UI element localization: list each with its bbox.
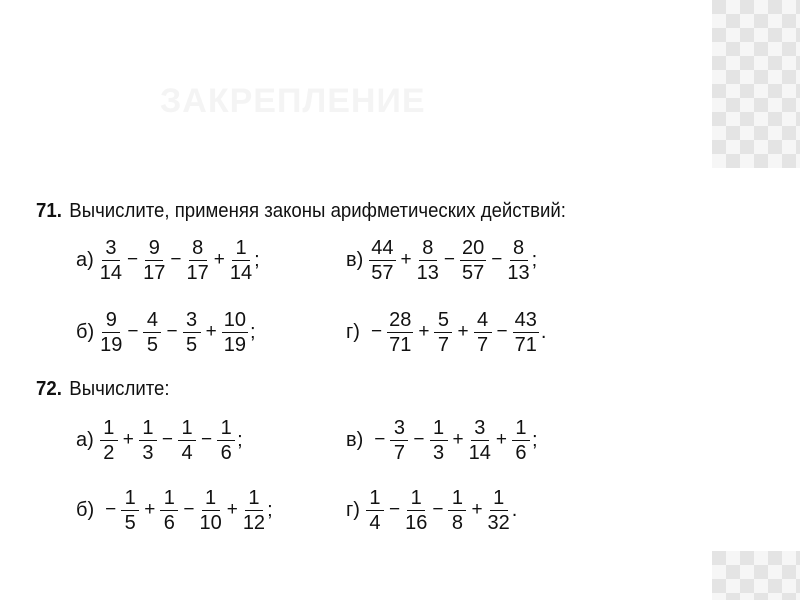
fraction: [230, 237, 252, 284]
operator-sign: +: [144, 499, 156, 520]
fraction: [387, 309, 413, 356]
fraction: [187, 237, 209, 284]
fraction: [121, 487, 139, 534]
denominator: 71: [514, 333, 537, 356]
denominator: 14: [99, 261, 123, 284]
expression-72-b: [76, 484, 273, 536]
numerator: 44: [371, 236, 394, 259]
expression-end-punctuation: .: [511, 498, 518, 521]
item-label: б): [76, 498, 95, 521]
fraction-term: [100, 237, 122, 284]
fraction: [488, 487, 510, 534]
operator-sign: −: [370, 321, 383, 342]
numerator: 1: [512, 417, 530, 441]
fraction: [100, 237, 122, 284]
fraction-term: [369, 237, 395, 284]
numerator: 8: [510, 237, 528, 261]
denominator: 6: [220, 441, 232, 464]
fraction-term: [396, 237, 439, 284]
expression-71-a: [76, 234, 260, 286]
fraction: [513, 309, 539, 356]
denominator: 7: [476, 333, 489, 356]
item-label: г): [346, 498, 360, 521]
fraction-term: [486, 237, 529, 284]
fraction-term: [100, 487, 139, 534]
denominator: 10: [199, 511, 222, 534]
numerator: 3: [471, 417, 489, 441]
item-label: в): [346, 248, 364, 271]
denominator: 2: [103, 441, 115, 464]
fraction: [405, 487, 427, 534]
operator-sign: −: [127, 249, 139, 270]
fraction: [178, 417, 196, 464]
expression-end-punctuation: ;: [267, 498, 273, 521]
operator-sign: +: [122, 429, 134, 450]
fraction-term: [466, 487, 509, 534]
denominator: 71: [389, 333, 412, 356]
fraction: [222, 309, 248, 356]
problem-71-instruction: Вычислите, применяя законы арифметических действий:: [69, 200, 566, 222]
fraction-term: [165, 237, 208, 284]
expression-72-v: [346, 414, 538, 466]
denominator: 57: [371, 261, 394, 284]
fraction-term: [157, 417, 196, 464]
fraction-term: [222, 487, 265, 534]
denominator: 3: [432, 441, 445, 464]
denominator: 13: [416, 261, 439, 284]
numerator: 20: [462, 236, 485, 259]
denominator: 19: [223, 333, 246, 356]
numerator: 1: [217, 417, 235, 441]
numerator: 1: [121, 487, 139, 511]
expression-end-punctuation: ;: [531, 248, 538, 271]
fraction-term: [209, 237, 252, 284]
operator-sign: −: [491, 249, 503, 270]
item-label: в): [346, 428, 364, 451]
fraction-term: [369, 417, 408, 464]
numerator: 9: [102, 309, 120, 333]
expression-71-b: [76, 306, 256, 358]
item-label: а): [76, 428, 94, 451]
denominator: 17: [186, 261, 209, 284]
fraction-term: [452, 309, 491, 356]
denominator: 7: [437, 333, 449, 356]
numerator: 8: [189, 237, 207, 261]
denominator: 57: [462, 261, 485, 284]
numerator: 1: [490, 487, 508, 511]
expression-end-punctuation: ;: [531, 428, 538, 451]
denominator: 4: [181, 441, 193, 464]
denominator: 16: [405, 511, 428, 534]
fraction: [448, 487, 466, 534]
fraction: [243, 487, 265, 534]
operator-sign: +: [418, 321, 430, 342]
denominator: 5: [146, 333, 159, 356]
fraction: [430, 417, 448, 464]
expression-end-punctuation: .: [540, 320, 547, 343]
numerator: 1: [139, 417, 157, 441]
slide-title: ЗАКРЕПЛЕНИЕ: [160, 82, 426, 120]
numerator: 1: [448, 487, 466, 511]
numerator: 1: [430, 417, 448, 441]
numerator: 1: [202, 487, 220, 511]
denominator: 13: [507, 261, 530, 284]
fraction: [469, 417, 491, 464]
numerator: 1: [100, 417, 118, 441]
expression-71-v: [346, 234, 537, 286]
operator-sign: −: [170, 249, 182, 270]
numerator: 8: [419, 237, 437, 261]
expression-72-a: [76, 414, 243, 466]
operator-sign: −: [201, 429, 213, 450]
fraction: [512, 417, 530, 464]
fraction-term: [139, 487, 178, 534]
fraction-term: [448, 417, 491, 464]
fraction: [217, 417, 235, 464]
operator-sign: −: [166, 321, 178, 342]
fraction: [139, 417, 157, 464]
problem-71-number: 71.: [36, 200, 62, 222]
numerator: 10: [223, 308, 246, 331]
fraction: [183, 309, 201, 356]
fraction-term: [201, 309, 248, 356]
expression-71-g: [346, 306, 546, 358]
denominator: 8: [451, 511, 463, 534]
fraction-term: [196, 417, 235, 464]
operator-sign: +: [495, 429, 507, 450]
fraction-term: [413, 309, 452, 356]
fraction: [434, 309, 452, 356]
numerator: 1: [232, 237, 250, 261]
numerator: 4: [143, 309, 161, 333]
denominator: 14: [229, 261, 253, 284]
item-label: г): [346, 320, 360, 343]
fraction: [460, 237, 486, 284]
numerator: 3: [183, 309, 201, 333]
problem-71-heading: [36, 200, 566, 223]
operator-sign: +: [457, 321, 469, 342]
operator-sign: +: [400, 249, 412, 270]
operator-sign: −: [496, 321, 508, 342]
fraction-term: [439, 237, 486, 284]
operator-sign: −: [443, 249, 456, 270]
numerator: 1: [178, 417, 196, 441]
operator-sign: +: [226, 499, 238, 520]
fraction-term: [492, 309, 539, 356]
operator-sign: −: [183, 499, 195, 520]
fraction-term: [178, 487, 221, 534]
operator-sign: −: [105, 499, 117, 520]
fraction-term: [366, 487, 384, 534]
fraction: [507, 237, 529, 284]
fraction: [369, 237, 395, 284]
numerator: 4: [474, 309, 492, 333]
fraction: [160, 487, 178, 534]
operator-sign: −: [161, 429, 174, 450]
operator-sign: +: [205, 321, 217, 342]
numerator: 1: [160, 487, 178, 511]
operator-sign: +: [452, 429, 464, 450]
expression-end-punctuation: ;: [249, 320, 256, 343]
fraction-term: [122, 237, 165, 284]
problem-72-heading: [36, 378, 170, 401]
denominator: 6: [515, 441, 527, 464]
operator-sign: +: [213, 249, 225, 270]
denominator: 4: [369, 511, 381, 534]
fraction-term: [384, 487, 427, 534]
numerator: 3: [102, 237, 120, 261]
fraction-term: [491, 417, 530, 464]
fraction: [100, 417, 118, 464]
operator-sign: +: [471, 499, 483, 520]
problem-72-instruction: Вычислите:: [69, 378, 170, 400]
fraction: [417, 237, 439, 284]
fraction: [199, 487, 221, 534]
denominator: 12: [242, 511, 266, 534]
fraction-term: [427, 487, 466, 534]
expression-end-punctuation: ;: [254, 248, 260, 271]
checkered-decoration-top: [712, 0, 800, 168]
fraction-term: [100, 417, 118, 464]
numerator: 1: [407, 487, 425, 511]
denominator: 32: [487, 511, 510, 534]
operator-sign: −: [413, 429, 425, 450]
numerator: 28: [389, 308, 412, 331]
operator-sign: −: [432, 499, 444, 520]
fraction-term: [118, 417, 157, 464]
denominator: 17: [143, 261, 166, 284]
numerator: 5: [434, 309, 452, 333]
denominator: 5: [124, 511, 136, 534]
fraction-term: [161, 309, 200, 356]
fraction-term: [100, 309, 122, 356]
operator-sign: −: [388, 499, 401, 520]
expression-72-g: [346, 484, 517, 536]
checkered-decoration-bottom: [712, 551, 800, 600]
fraction: [100, 309, 122, 356]
denominator: 5: [186, 333, 198, 356]
numerator: 43: [514, 308, 537, 331]
denominator: 7: [393, 441, 405, 464]
item-label: а): [76, 248, 94, 271]
numerator: 3: [390, 417, 408, 441]
fraction: [143, 237, 165, 284]
expression-end-punctuation: ;: [237, 428, 243, 451]
fraction-term: [366, 309, 413, 356]
numerator: 1: [366, 487, 384, 511]
fraction: [474, 309, 492, 356]
fraction: [366, 487, 384, 534]
denominator: 19: [100, 333, 123, 356]
operator-sign: −: [127, 321, 139, 342]
item-label: б): [76, 320, 95, 343]
fraction: [390, 417, 408, 464]
fraction-term: [408, 417, 447, 464]
fraction-term: [122, 309, 161, 356]
denominator: 3: [142, 441, 154, 464]
problem-72-number: 72.: [36, 378, 62, 400]
fraction: [143, 309, 161, 356]
numerator: 1: [245, 487, 263, 511]
denominator: 6: [163, 511, 175, 534]
operator-sign: −: [374, 429, 386, 450]
denominator: 14: [468, 441, 491, 464]
numerator: 9: [145, 237, 163, 261]
